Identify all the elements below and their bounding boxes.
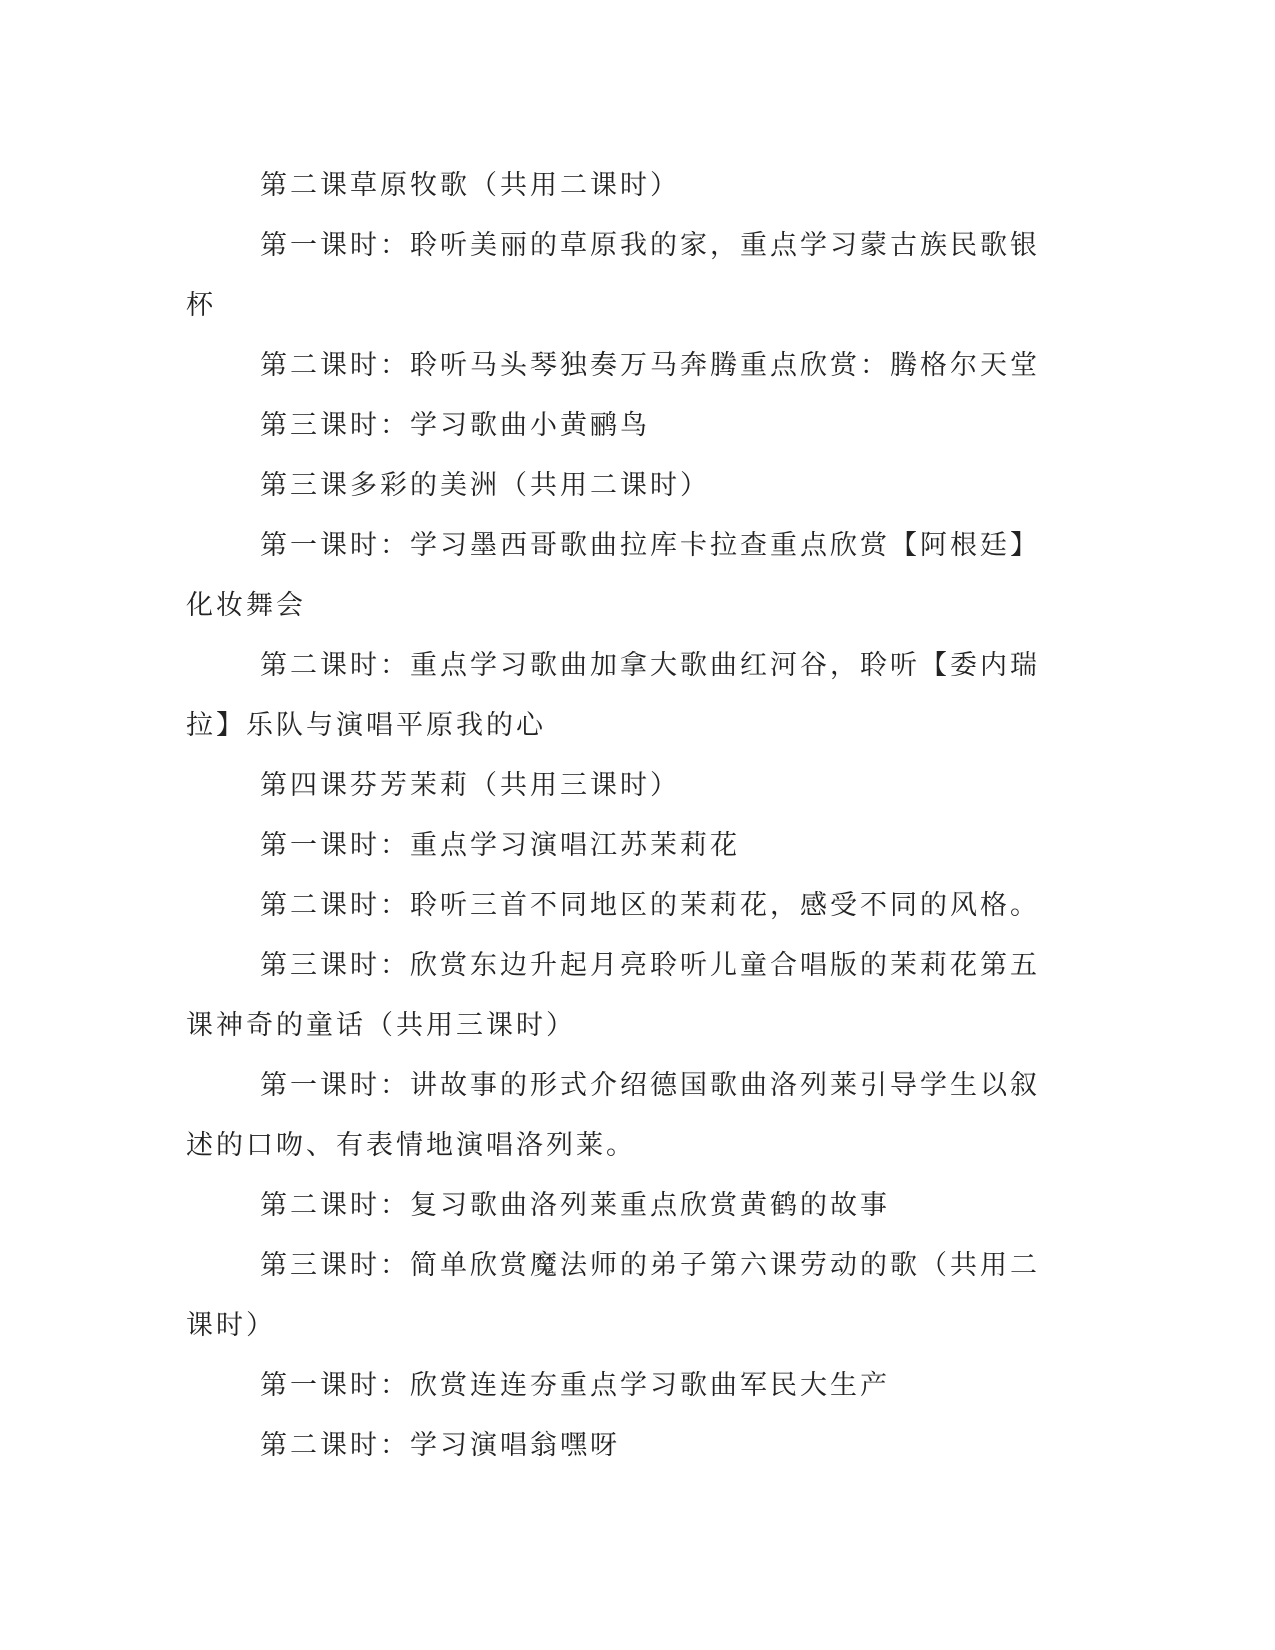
- paragraph: 第三课时：简单欣赏魔法师的弟子第六课劳动的歌（共用二课时）: [186, 1250, 1040, 1341]
- paragraph: 第二课时：聆听三首不同地区的茉莉花，感受不同的风格。: [260, 890, 1040, 921]
- paragraph: 第一课时：聆听美丽的草原我的家，重点学习蒙古族民歌银杯: [186, 230, 1040, 321]
- paragraph: 第一课时：欣赏连连夯重点学习歌曲军民大生产: [260, 1370, 890, 1401]
- paragraph: 第二课草原牧歌（共用二课时）: [260, 170, 680, 201]
- paragraph: 第一课时：学习墨西哥歌曲拉库卡拉查重点欣赏【阿根廷】化妆舞会: [186, 530, 1040, 621]
- paragraph: 第二课时：学习演唱翁嘿呀: [260, 1430, 620, 1461]
- paragraph: 第二课时：聆听马头琴独奏万马奔腾重点欣赏：腾格尔天堂: [260, 350, 1040, 381]
- paragraph: 第四课芬芳茉莉（共用三课时）: [260, 770, 680, 801]
- paragraph: 第一课时：讲故事的形式介绍德国歌曲洛列莱引导学生以叙述的口吻、有表情地演唱洛列莱。: [186, 1070, 1040, 1161]
- paragraph: 第三课时：学习歌曲小黄鹂鸟: [260, 410, 650, 441]
- paragraph: 第二课时：重点学习歌曲加拿大歌曲红河谷，聆听【委内瑞拉】乐队与演唱平原我的心: [186, 650, 1040, 741]
- paragraph: 第一课时：重点学习演唱江苏茉莉花: [260, 830, 740, 861]
- paragraph: 第三课多彩的美洲（共用二课时）: [260, 470, 710, 501]
- paragraph: 第三课时：欣赏东边升起月亮聆听儿童合唱版的茉莉花第五课神奇的童话（共用三课时）: [186, 950, 1040, 1041]
- document-body: [186, 156, 1066, 1476]
- paragraph: 第二课时：复习歌曲洛列莱重点欣赏黄鹤的故事: [260, 1190, 890, 1221]
